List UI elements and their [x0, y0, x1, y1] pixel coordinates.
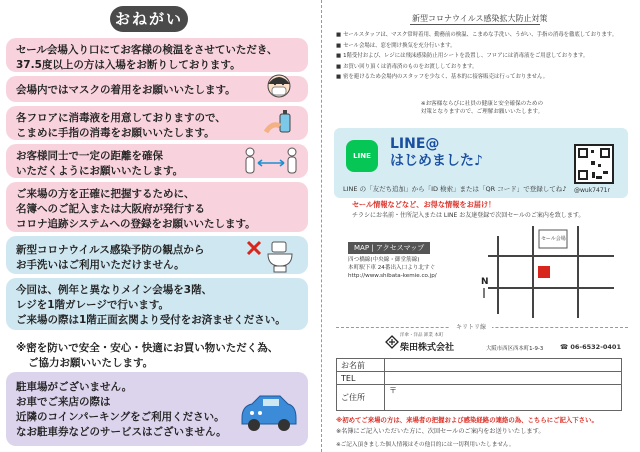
- notice-text: お車でご来店の際は: [16, 396, 111, 408]
- notice-venue-change: [6, 278, 308, 330]
- notice-text: 各フロアに消毒液を用意しておりますので、: [16, 112, 226, 124]
- website-link[interactable]: http://www.shibata-kemie.co.jp/: [348, 273, 437, 279]
- notice-text: コロナ追跡システムへの登録をお願いいたします。: [16, 218, 256, 230]
- notice-text: 近隣のコインパーキングをご利用ください。: [16, 411, 225, 423]
- notice-text: 会場内ではマスクの着用をお願いいたします。: [16, 84, 236, 96]
- map-venue-label: セール会場: [541, 236, 566, 242]
- sanitizer-icon: [262, 104, 298, 144]
- form-note: ※ご記入頂きました個人情報はその他目的には一切利用いたしません。: [336, 442, 515, 448]
- access-map: [478, 226, 618, 318]
- company-name: 柴田株式会社: [400, 343, 455, 353]
- form-note: ※名簿にご記入いただいた方に、次回セールのご案内をお送りいたします。: [336, 428, 545, 435]
- mask-person-icon: [264, 72, 294, 106]
- list-item: ■ セール会場は、窓を開け換気を充分行います。: [336, 41, 628, 52]
- notice-text: 駐車場がございません。: [16, 381, 133, 393]
- note-line: ※お客様ならびに社員の健康と安全確保のための: [420, 101, 544, 107]
- form-note-red: ※初めてご来場の方は、来場者の把握および感染経路の連絡の為、こちらにご記入下さい。: [336, 416, 598, 424]
- form-label: TEL: [337, 372, 385, 385]
- north-mark: N: [481, 277, 489, 287]
- no-toilet-icon: [246, 236, 302, 280]
- line-title-line: LINE@: [390, 136, 440, 152]
- notice-text: レジを1階ガレージで行います。: [16, 299, 169, 311]
- measures-title: 新型コロナウイルス感染拡大防止対策: [412, 14, 548, 23]
- line-id: @wuk7471r: [574, 187, 610, 194]
- notice-temperature: [6, 38, 308, 72]
- list-item: ■ お買い回り頂くは消毒済のものをお渡ししております。: [336, 62, 628, 73]
- measures-note: [336, 100, 628, 116]
- notice-text: お手洗いはご利用いただけません。: [16, 259, 185, 271]
- list-item: ■ 1階受付および、レジには飛沫感染防止用シートを設置し、フロアには消毒液をご用意しております。: [336, 51, 628, 62]
- form-label: お名前: [337, 359, 385, 372]
- cut-label: キリトリ線: [450, 322, 492, 331]
- notice-text: 新型コロナウイルス感染予防の観点から: [16, 244, 205, 256]
- note-line: 対策となりますので、ご理解お願いいたします。: [420, 109, 544, 115]
- notice-text: ※密を防いで安全・安心・快適にお買い物いただく為、: [16, 342, 279, 354]
- qr-code-icon[interactable]: [574, 144, 614, 184]
- table-row: [337, 372, 622, 385]
- list-item: ■ セールスタッフは、マスク常時着用、勤務前の検温、こまめな手洗い、うがい、手指の消毒を徹底しております。: [336, 30, 628, 41]
- notice-text: ご来場の際は1階正面玄関より受付をお済ませください。: [16, 314, 286, 326]
- notice-text: お客様同士で一定の距離を確保: [16, 150, 163, 162]
- table-row: [337, 385, 622, 411]
- line-title-line: はじめました♪: [390, 153, 483, 169]
- line-title: [390, 136, 483, 170]
- notice-text: 名簿へのご記入または大阪府が発行する: [16, 203, 205, 215]
- car-icon: [236, 392, 300, 438]
- onegai-title: おねがい: [110, 6, 188, 32]
- line-small-text: チラシにお名前・住所記入または LINE お友達登録で次回セールのご案内を致します。: [352, 212, 585, 219]
- notice-text: 今回は、例年と異なりメイン会場を3階、: [16, 284, 213, 296]
- notice-text: なお駐車券などのサービスはございません。: [16, 426, 227, 438]
- title-underline: [410, 24, 540, 25]
- address-field[interactable]: 〒: [385, 385, 622, 411]
- company-subtitle: 洋傘・洋品 卸業 本町: [400, 333, 444, 338]
- list-item: ■ 密を避けるため会場内のスタッフを少なく、基本的に接客販売は行っておりません。: [336, 72, 628, 83]
- notice-text: ご協力お願いいたします。: [28, 357, 154, 369]
- notice-text: セール会場入り口にてお客様の検温をさせていただき、: [16, 44, 278, 56]
- notice-mask: [6, 76, 308, 102]
- notice-text: 37.5度以上の方は入場をお断りしております。: [16, 59, 241, 71]
- line-howto: LINE の「友だち追加」から「ID 検索」または「QR コード」で登録してね♪: [343, 185, 567, 193]
- distance-icon: [242, 145, 300, 181]
- map-label: MAP | アクセスマップ: [348, 242, 430, 254]
- registration-form: [336, 358, 622, 411]
- company-logo-icon: [385, 334, 399, 353]
- company-tel: ☎ 06-6532-0401: [560, 343, 621, 351]
- form-label: ご住所: [337, 385, 385, 411]
- notice-registration: [6, 182, 308, 232]
- fold-line: [321, 0, 322, 452]
- tel-field[interactable]: [385, 372, 622, 385]
- notice-cooperation: [6, 336, 308, 370]
- line-red-text: セール情報などなど、お得な情報をお届け！: [352, 200, 496, 209]
- access-line: 四つ橋線(中央線・御堂筋線): [348, 257, 420, 263]
- company-address: 大阪市西区西本町1-9-3: [486, 346, 544, 352]
- access-line: 本町駅下車 24番出入口より北すぐ: [348, 265, 436, 271]
- notice-text: こまめに手指の消毒をお願いいたします。: [16, 127, 215, 139]
- notice-text: いただくようにお願いいたします。: [16, 165, 184, 177]
- table-row: [337, 359, 622, 372]
- name-field[interactable]: [385, 359, 622, 372]
- notice-text: ご来場の方を正確に把握するために、: [16, 188, 195, 200]
- measures-list: [336, 30, 628, 83]
- map-access: [348, 256, 437, 280]
- line-logo-icon: LINE: [346, 140, 378, 172]
